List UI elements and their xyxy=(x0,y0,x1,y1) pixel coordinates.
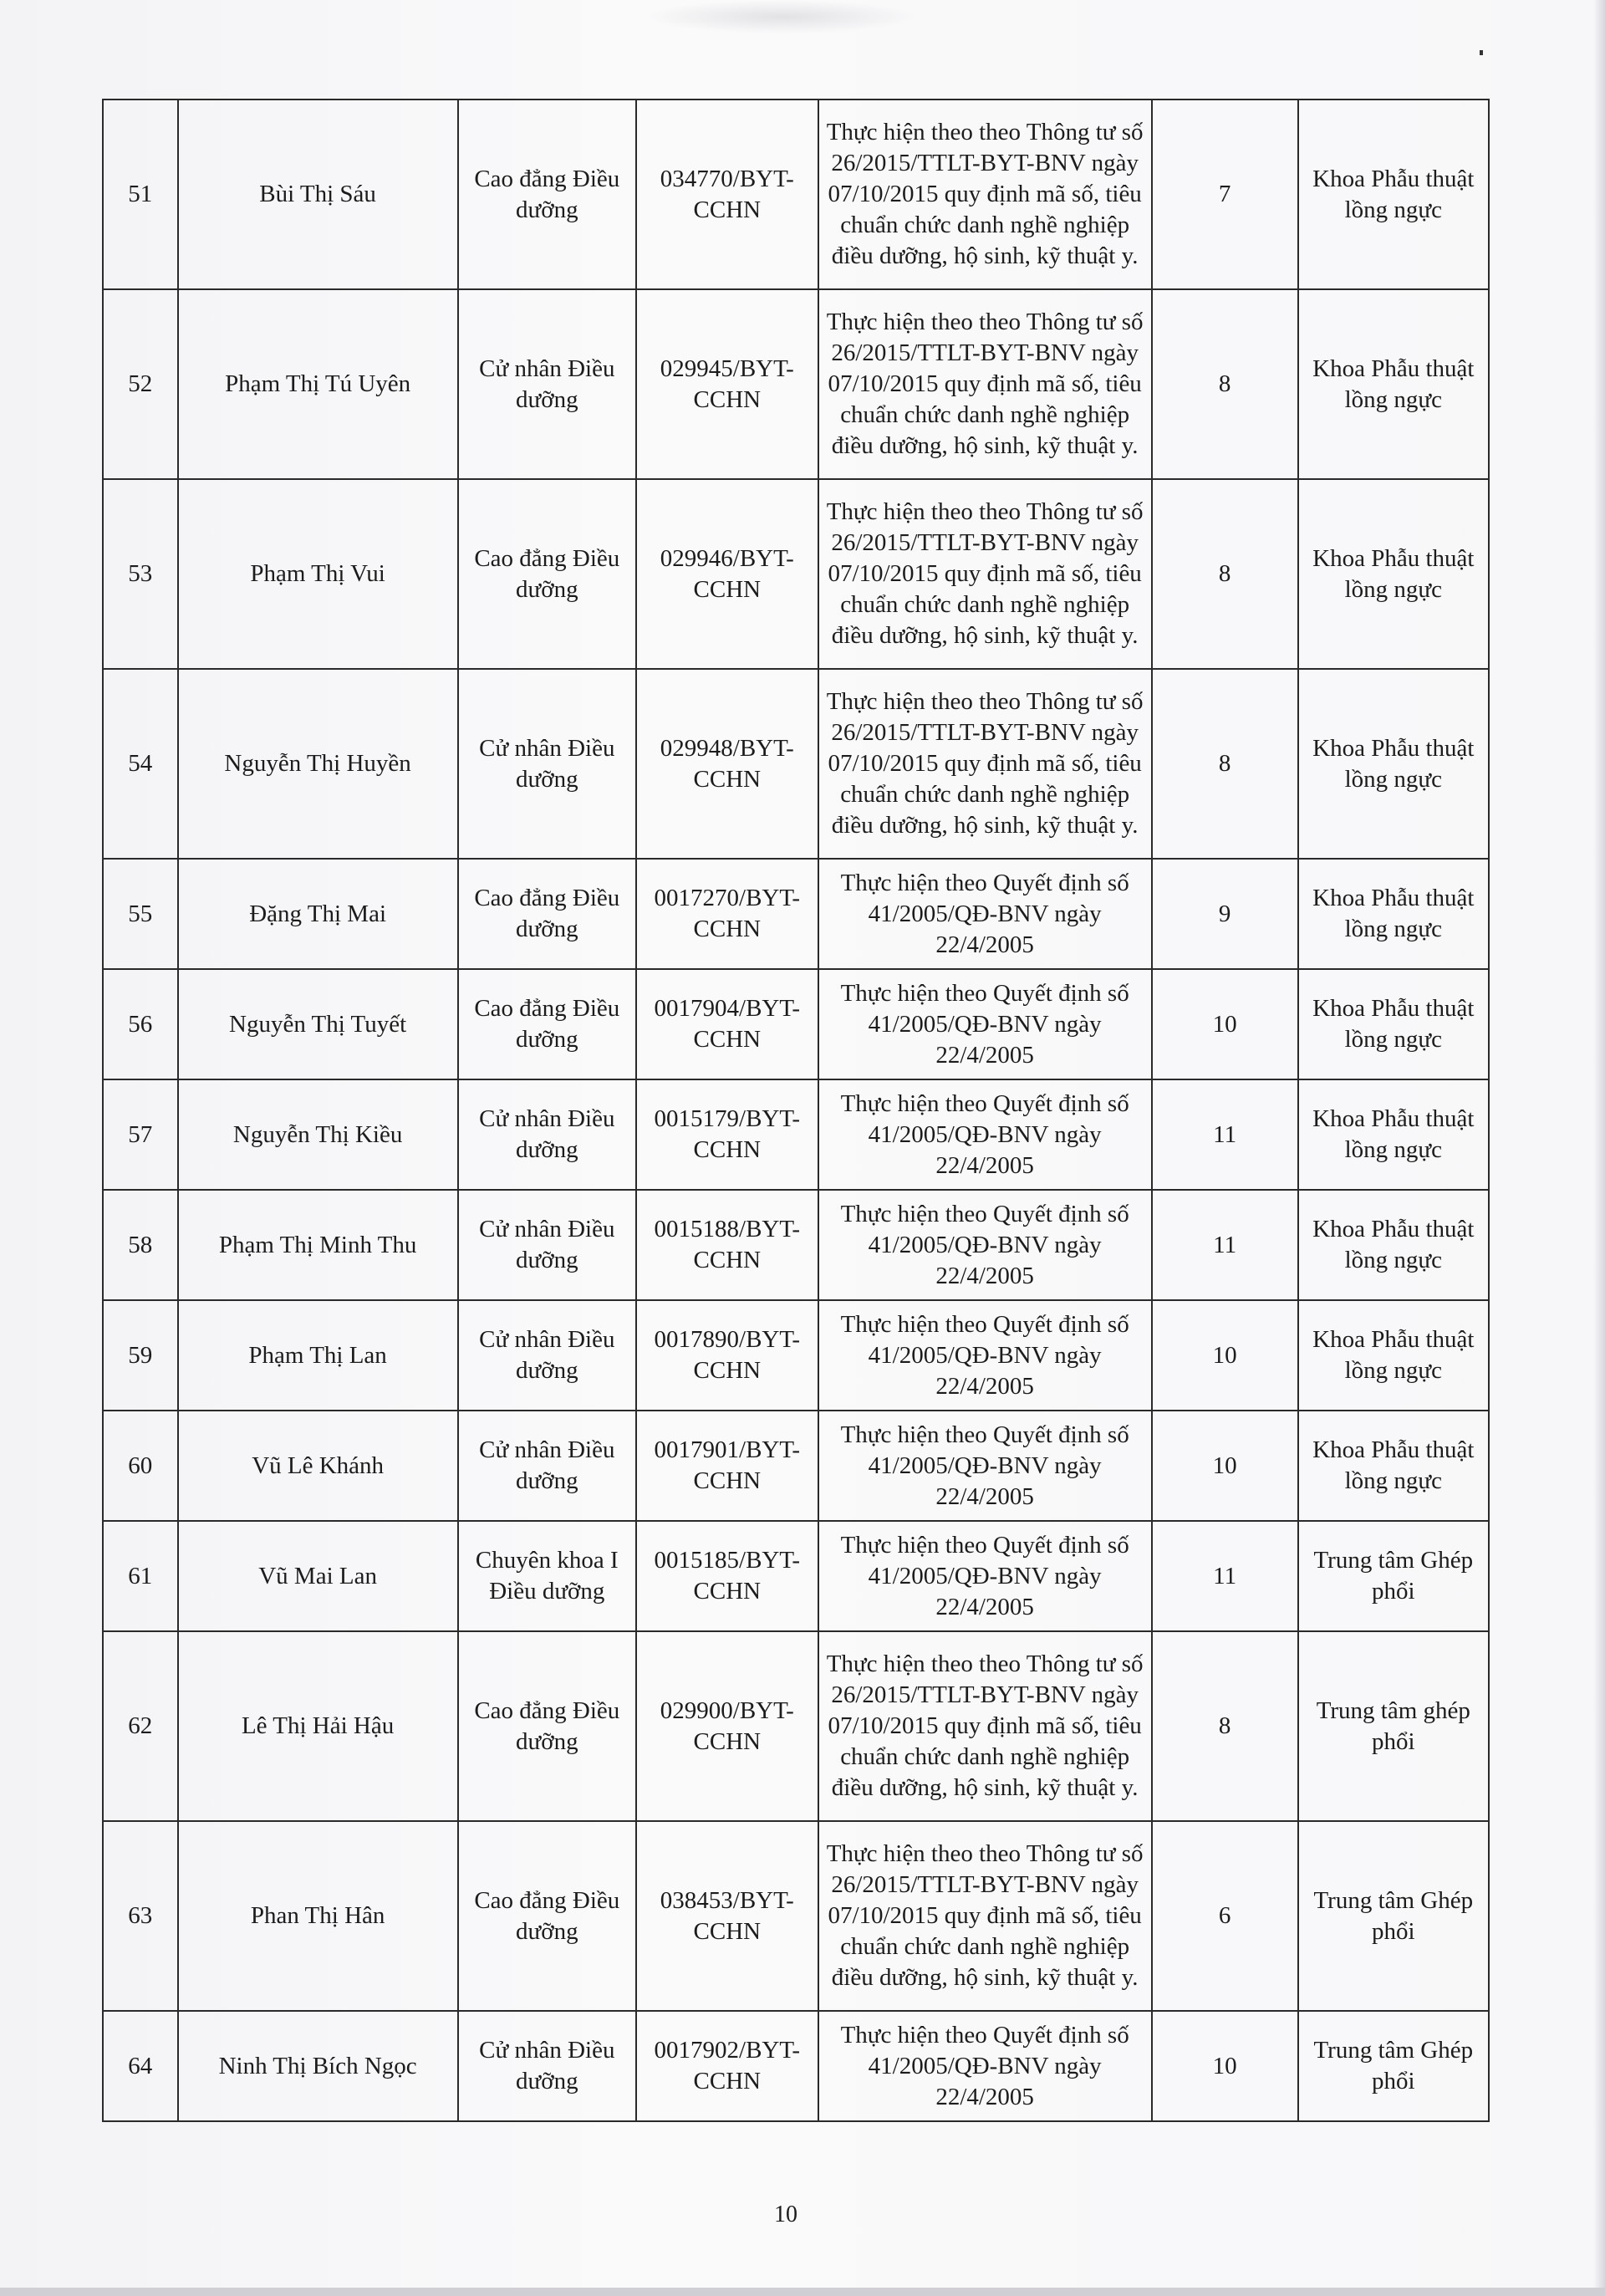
table-row xyxy=(103,289,1489,479)
legal-basis-cell xyxy=(818,2011,1152,2121)
years-of-service: 10 xyxy=(1212,2052,1237,2079)
practice-certificate: 0017890/BYT-CCHN xyxy=(654,1326,801,1384)
department: Trung tâm Ghép phổi xyxy=(1313,1886,1474,1945)
qualification: Chuyên khoa I Điều dưỡng xyxy=(475,1547,619,1605)
staff-name: Phạm Thị Lan xyxy=(248,1341,387,1369)
legal-basis-cell xyxy=(818,1300,1152,1411)
department-cell xyxy=(1298,1190,1489,1300)
years-of-service-cell xyxy=(1152,1079,1298,1190)
staff-name: Phạm Thị Tú Uyên xyxy=(225,370,411,397)
staff-name-cell xyxy=(178,289,458,479)
qualification-cell xyxy=(458,479,636,669)
years-of-service-cell xyxy=(1152,1631,1298,1821)
row-number-cell xyxy=(103,1079,178,1190)
row-number-cell xyxy=(103,289,178,479)
qualification: Cao đẳng Điều dưỡng xyxy=(474,995,620,1053)
row-number: 61 xyxy=(128,1562,153,1589)
row-number-cell xyxy=(103,2011,178,2121)
row-number: 62 xyxy=(128,1712,153,1739)
row-number-cell xyxy=(103,1190,178,1300)
years-of-service-cell xyxy=(1152,99,1298,289)
practice-certificate-cell xyxy=(636,1631,818,1821)
department-cell xyxy=(1298,969,1489,1079)
staff-name: Nguyễn Thị Kiều xyxy=(232,1120,403,1148)
practice-certificate: 0015185/BYT-CCHN xyxy=(654,1547,801,1605)
department-cell xyxy=(1298,2011,1489,2121)
row-number-cell xyxy=(103,1411,178,1521)
practice-certificate: 029948/BYT-CCHN xyxy=(660,734,794,793)
years-of-service: 11 xyxy=(1213,1562,1237,1589)
staff-name-cell xyxy=(178,1631,458,1821)
qualification-cell xyxy=(458,2011,636,2121)
qualification: Cao đẳng Điều dưỡng xyxy=(474,165,620,223)
department: Trung tâm Ghép phổi xyxy=(1313,2037,1474,2094)
legal-basis-cell xyxy=(818,1411,1152,1521)
legal-basis: Thực hiện theo theo Thông tư số 26/2015/TTLT-BYT-BNV ngày 07/10/2015 quy định mã số, tiêu chuẩn chức danh nghề nghiệp điều dưỡng, hộ sinh, kỹ thuật y. xyxy=(826,498,1144,649)
years-of-service: 10 xyxy=(1212,1452,1237,1479)
years-of-service-cell xyxy=(1152,859,1298,969)
practice-certificate: 029900/BYT-CCHN xyxy=(660,1696,794,1755)
staff-name: Vũ Lê Khánh xyxy=(252,1452,385,1479)
qualification-cell xyxy=(458,669,636,859)
qualification-cell xyxy=(458,969,636,1079)
years-of-service: 11 xyxy=(1213,1231,1237,1258)
staff-name: Bùi Thị Sáu xyxy=(259,181,376,207)
practice-certificate-cell xyxy=(636,1190,818,1300)
row-number-cell xyxy=(103,669,178,859)
qualification: Cao đẳng Điều dưỡng xyxy=(474,885,620,942)
legal-basis-cell xyxy=(818,1521,1152,1631)
years-of-service: 8 xyxy=(1218,1712,1231,1739)
practice-certificate-cell xyxy=(636,1521,818,1631)
qualification-cell xyxy=(458,1521,636,1631)
years-of-service-cell xyxy=(1152,669,1298,859)
years-of-service: 10 xyxy=(1212,1341,1237,1369)
practice-certificate-cell xyxy=(636,99,818,289)
years-of-service: 10 xyxy=(1212,1010,1237,1038)
department: Khoa Phẫu thuật lồng ngực xyxy=(1312,165,1475,223)
row-number: 59 xyxy=(128,1341,153,1369)
qualification-cell xyxy=(458,859,636,969)
row-number-cell xyxy=(103,1821,178,2011)
table-row xyxy=(103,1190,1489,1300)
legal-basis: Thực hiện theo theo Thông tư số 26/2015/TTLT-BYT-BNV ngày 07/10/2015 quy định mã số, tiêu chuẩn chức danh nghề nghiệp điều dưỡng, hộ sinh, kỹ thuật y. xyxy=(826,309,1144,459)
department: Khoa Phẫu thuật lồng ngực xyxy=(1312,1105,1475,1163)
qualification: Cử nhân Điều dưỡng xyxy=(479,355,615,413)
department: Khoa Phẫu thuật lồng ngực xyxy=(1312,734,1475,793)
years-of-service-cell xyxy=(1152,1190,1298,1300)
years-of-service: 7 xyxy=(1218,181,1231,207)
years-of-service: 8 xyxy=(1218,560,1231,587)
practice-certificate: 0015179/BYT-CCHN xyxy=(654,1105,801,1163)
staff-name-cell xyxy=(178,1821,458,2011)
qualification: Cao đẳng Điều dưỡng xyxy=(474,1886,620,1945)
scan-smudge xyxy=(644,0,920,33)
legal-basis: Thực hiện theo Quyết định số 41/2005/QĐ-BNV ngày 22/4/2005 xyxy=(840,1089,1129,1179)
legal-basis-cell xyxy=(818,969,1152,1079)
legal-basis-cell xyxy=(818,1079,1152,1190)
table-row xyxy=(103,669,1489,859)
legal-basis: Thực hiện theo Quyết định số 41/2005/QĐ-BNV ngày 22/4/2005 xyxy=(840,1421,1129,1510)
department-cell xyxy=(1298,479,1489,669)
row-number-cell xyxy=(103,479,178,669)
staff-name-cell xyxy=(178,99,458,289)
practice-certificate-cell xyxy=(636,289,818,479)
years-of-service: 6 xyxy=(1218,1902,1231,1929)
qualification-cell xyxy=(458,1079,636,1190)
qualification-cell xyxy=(458,289,636,479)
legal-basis-cell xyxy=(818,1631,1152,1821)
practice-certificate: 0017902/BYT-CCHN xyxy=(654,2037,801,2094)
qualification-cell xyxy=(458,1821,636,2011)
row-number: 52 xyxy=(128,370,153,397)
qualification: Cử nhân Điều dưỡng xyxy=(479,734,615,793)
qualification: Cử nhân Điều dưỡng xyxy=(479,1216,615,1273)
years-of-service-cell xyxy=(1152,1821,1298,2011)
qualification: Cử nhân Điều dưỡng xyxy=(479,2037,615,2094)
table-row xyxy=(103,1411,1489,1521)
legal-basis: Thực hiện theo theo Thông tư số 26/2015/TTLT-BYT-BNV ngày 07/10/2015 quy định mã số, tiêu chuẩn chức danh nghề nghiệp điều dưỡng, hộ sinh, kỹ thuật y. xyxy=(826,1840,1144,1991)
department-cell xyxy=(1298,669,1489,859)
qualification: Cử nhân Điều dưỡng xyxy=(479,1436,615,1494)
legal-basis-cell xyxy=(818,289,1152,479)
department: Khoa Phẫu thuật lồng ngực xyxy=(1312,1436,1475,1494)
table-row xyxy=(103,99,1489,289)
row-number: 57 xyxy=(128,1120,153,1148)
years-of-service: 8 xyxy=(1218,370,1231,397)
table-row xyxy=(103,1300,1489,1411)
years-of-service-cell xyxy=(1152,479,1298,669)
years-of-service-cell xyxy=(1152,969,1298,1079)
table-row xyxy=(103,969,1489,1079)
staff-name: Nguyễn Thị Tuyết xyxy=(229,1010,407,1038)
qualification-cell xyxy=(458,1411,636,1521)
staff-name: Vũ Mai Lan xyxy=(258,1562,377,1589)
row-number-cell xyxy=(103,1300,178,1411)
scan-speck xyxy=(1480,50,1483,55)
years-of-service: 9 xyxy=(1218,900,1231,927)
staff-name-cell xyxy=(178,1411,458,1521)
row-number: 58 xyxy=(128,1231,153,1258)
staff-name: Đặng Thị Mai xyxy=(249,900,386,927)
page-number: 10 xyxy=(774,2202,797,2227)
practice-certificate: 034770/BYT-CCHN xyxy=(660,165,794,223)
row-number: 55 xyxy=(128,900,153,927)
legal-basis: Thực hiện theo Quyết định số 41/2005/QĐ-BNV ngày 22/4/2005 xyxy=(840,979,1129,1069)
department: Khoa Phẫu thuật lồng ngực xyxy=(1312,995,1475,1053)
staff-name: Phạm Thị Minh Thu xyxy=(218,1231,417,1258)
staff-name: Ninh Thị Bích Ngọc xyxy=(218,2052,417,2079)
department-cell xyxy=(1298,1521,1489,1631)
legal-basis-cell xyxy=(818,1190,1152,1300)
qualification: Cao đẳng Điều dưỡng xyxy=(474,1696,620,1755)
row-number: 64 xyxy=(128,2052,153,2079)
staff-name-cell xyxy=(178,969,458,1079)
staff-name-cell xyxy=(178,669,458,859)
department: Khoa Phẫu thuật lồng ngực xyxy=(1312,1216,1475,1273)
department-cell xyxy=(1298,1079,1489,1190)
legal-basis: Thực hiện theo Quyết định số 41/2005/QĐ-BNV ngày 22/4/2005 xyxy=(840,1200,1129,1289)
department: Khoa Phẫu thuật lồng ngực xyxy=(1312,885,1475,942)
years-of-service-cell xyxy=(1152,289,1298,479)
practice-certificate: 038453/BYT-CCHN xyxy=(660,1886,794,1945)
table-row xyxy=(103,1821,1489,2011)
legal-basis: Thực hiện theo Quyết định số 41/2005/QĐ-BNV ngày 22/4/2005 xyxy=(840,2021,1129,2110)
practice-certificate-cell xyxy=(636,479,818,669)
qualification-cell xyxy=(458,1631,636,1821)
practice-certificate: 0015188/BYT-CCHN xyxy=(654,1216,801,1273)
staff-name-cell xyxy=(178,1521,458,1631)
staff-name: Nguyễn Thị Huyền xyxy=(224,750,411,777)
legal-basis: Thực hiện theo Quyết định số 41/2005/QĐ-BNV ngày 22/4/2005 xyxy=(840,1310,1129,1400)
practice-certificate: 029946/BYT-CCHN xyxy=(660,544,794,603)
qualification: Cử nhân Điều dưỡng xyxy=(479,1326,615,1384)
row-number-cell xyxy=(103,99,178,289)
department-cell xyxy=(1298,99,1489,289)
qualification-cell xyxy=(458,1300,636,1411)
department: Khoa Phẫu thuật lồng ngực xyxy=(1312,355,1475,413)
scan-bottom-edge xyxy=(0,2288,1605,2296)
qualification: Cử nhân Điều dưỡng xyxy=(479,1105,615,1163)
practice-certificate: 0017904/BYT-CCHN xyxy=(654,995,801,1053)
qualification-cell xyxy=(458,99,636,289)
department-cell xyxy=(1298,289,1489,479)
practice-certificate-cell xyxy=(636,859,818,969)
row-number: 56 xyxy=(128,1010,153,1038)
practice-certificate-cell xyxy=(636,969,818,1079)
years-of-service-cell xyxy=(1152,1300,1298,1411)
department-cell xyxy=(1298,1821,1489,2011)
legal-basis: Thực hiện theo theo Thông tư số 26/2015/TTLT-BYT-BNV ngày 07/10/2015 quy định mã số, tiêu chuẩn chức danh nghề nghiệp điều dưỡng, hộ sinh, kỹ thuật y. xyxy=(826,1651,1144,1801)
scan-edge xyxy=(1593,0,1605,2296)
department: Trung tâm ghép phổi xyxy=(1316,1696,1470,1755)
row-number: 54 xyxy=(128,750,153,777)
staff-table xyxy=(102,99,1490,2122)
department-cell xyxy=(1298,1411,1489,1521)
staff-name: Lê Thị Hải Hậu xyxy=(241,1712,395,1739)
table-row xyxy=(103,1521,1489,1631)
practice-certificate-cell xyxy=(636,2011,818,2121)
legal-basis-cell xyxy=(818,859,1152,969)
years-of-service-cell xyxy=(1152,1411,1298,1521)
legal-basis: Thực hiện theo theo Thông tư số 26/2015/TTLT-BYT-BNV ngày 07/10/2015 quy định mã số, tiêu chuẩn chức danh nghề nghiệp điều dưỡng, hộ sinh, kỹ thuật y. xyxy=(826,688,1144,839)
table-row xyxy=(103,859,1489,969)
table-row xyxy=(103,1079,1489,1190)
department-cell xyxy=(1298,1631,1489,1821)
practice-certificate-cell xyxy=(636,1821,818,2011)
practice-certificate-cell xyxy=(636,1411,818,1521)
row-number-cell xyxy=(103,969,178,1079)
department-cell xyxy=(1298,1300,1489,1411)
years-of-service: 8 xyxy=(1218,750,1231,777)
department: Khoa Phẫu thuật lồng ngực xyxy=(1312,1326,1475,1384)
legal-basis-cell xyxy=(818,1821,1152,2011)
staff-name-cell xyxy=(178,479,458,669)
staff-name: Phạm Thị Vui xyxy=(250,560,385,587)
legal-basis-cell xyxy=(818,99,1152,289)
legal-basis: Thực hiện theo Quyết định số 41/2005/QĐ-BNV ngày 22/4/2005 xyxy=(840,1531,1129,1620)
department-cell xyxy=(1298,859,1489,969)
staff-name-cell xyxy=(178,1300,458,1411)
row-number: 60 xyxy=(128,1452,153,1479)
staff-name-cell xyxy=(178,1079,458,1190)
legal-basis-cell xyxy=(818,669,1152,859)
staff-name-cell xyxy=(178,1190,458,1300)
practice-certificate: 029945/BYT-CCHN xyxy=(660,355,794,413)
qualification-cell xyxy=(458,1190,636,1300)
row-number-cell xyxy=(103,1631,178,1821)
staff-name-cell xyxy=(178,2011,458,2121)
practice-certificate-cell xyxy=(636,1300,818,1411)
table-row xyxy=(103,1631,1489,1821)
years-of-service-cell xyxy=(1152,1521,1298,1631)
row-number-cell xyxy=(103,1521,178,1631)
practice-certificate-cell xyxy=(636,1079,818,1190)
row-number: 53 xyxy=(128,560,153,587)
department: Khoa Phẫu thuật lồng ngực xyxy=(1312,544,1475,603)
row-number: 51 xyxy=(128,181,153,207)
staff-name: Phan Thị Hân xyxy=(250,1902,385,1929)
years-of-service: 11 xyxy=(1213,1120,1237,1148)
practice-certificate-cell xyxy=(636,669,818,859)
row-number-cell xyxy=(103,859,178,969)
years-of-service-cell xyxy=(1152,2011,1298,2121)
row-number: 63 xyxy=(128,1902,153,1929)
practice-certificate: 0017270/BYT-CCHN xyxy=(654,885,801,942)
practice-certificate: 0017901/BYT-CCHN xyxy=(654,1436,801,1494)
legal-basis: Thực hiện theo theo Thông tư số 26/2015/TTLT-BYT-BNV ngày 07/10/2015 quy định mã số, tiêu chuẩn chức danh nghề nghiệp điều dưỡng, hộ sinh, kỹ thuật y. xyxy=(826,119,1144,269)
qualification: Cao đẳng Điều dưỡng xyxy=(474,544,620,603)
table-row xyxy=(103,2011,1489,2121)
legal-basis-cell xyxy=(818,479,1152,669)
department: Trung tâm Ghép phổi xyxy=(1313,1547,1474,1605)
legal-basis: Thực hiện theo Quyết định số 41/2005/QĐ-BNV ngày 22/4/2005 xyxy=(840,869,1129,958)
staff-name-cell xyxy=(178,859,458,969)
table-row xyxy=(103,479,1489,669)
